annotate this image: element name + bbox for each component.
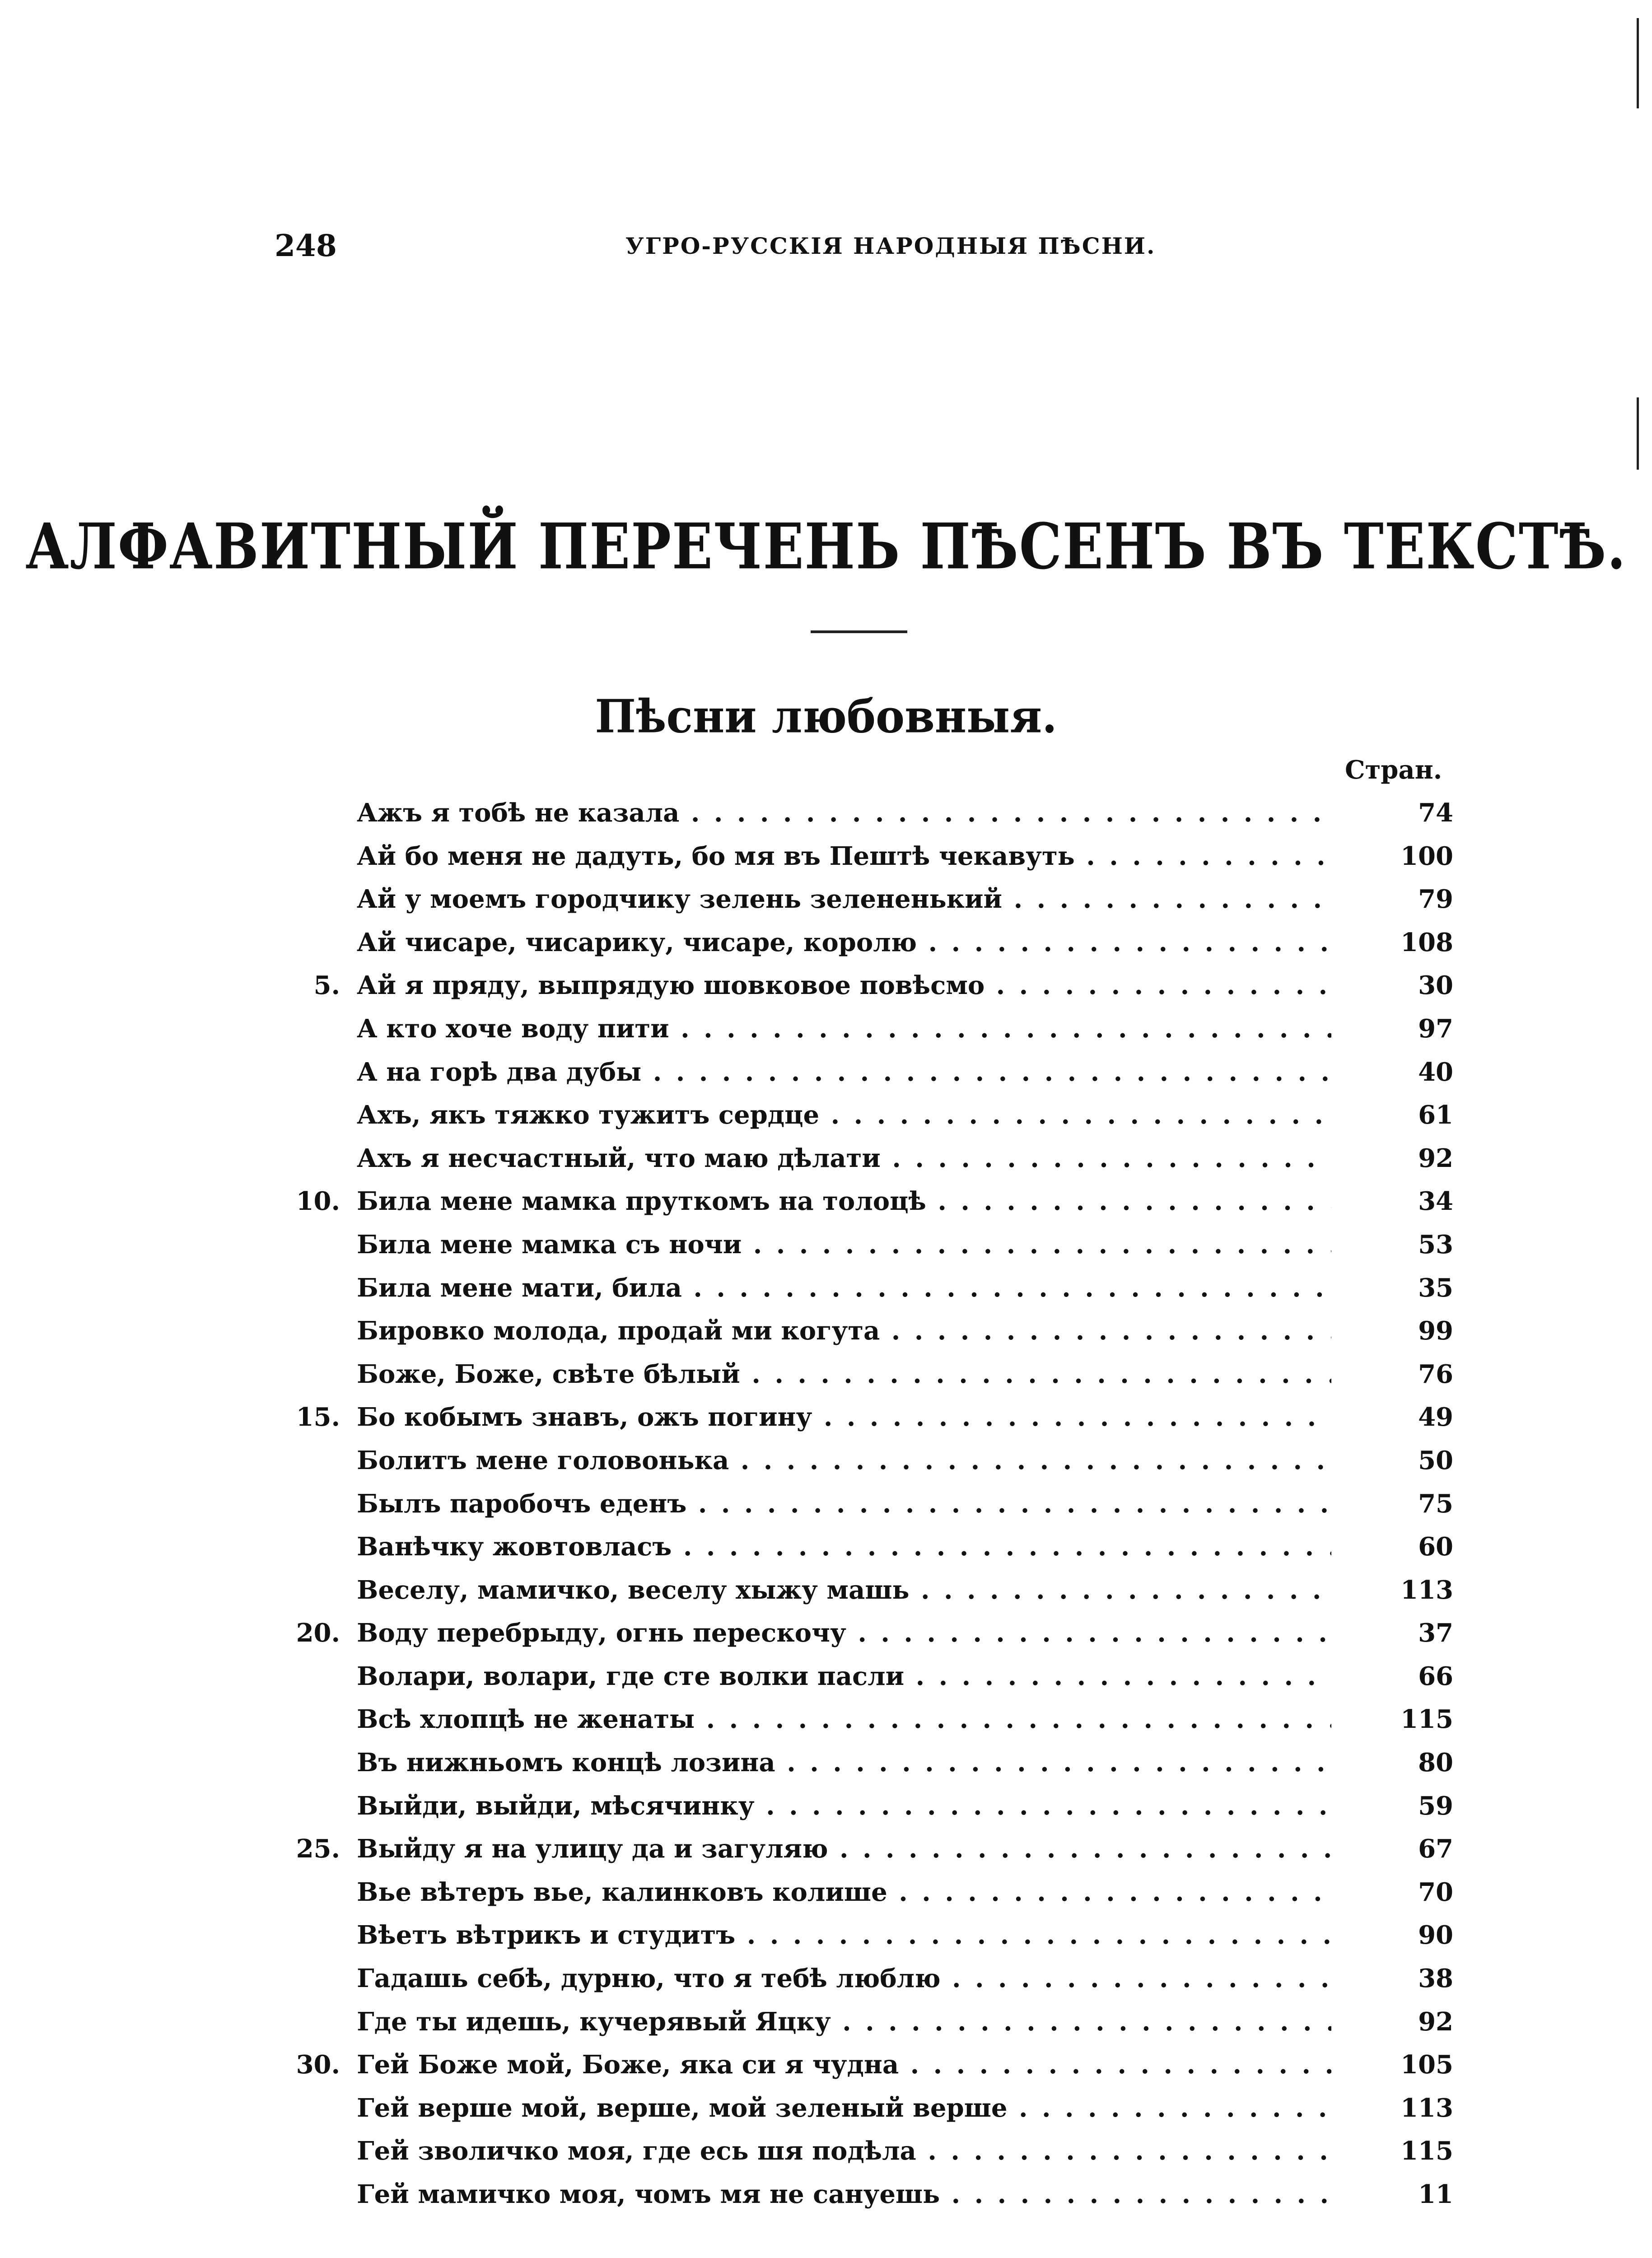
entry-page: 49 — [1340, 1401, 1453, 1433]
entry-page: 100 — [1340, 840, 1453, 872]
entry-title: Гей мамичко моя, чомъ мя не сануешь . . . — [357, 2178, 1331, 2211]
toc-entry — [0, 1185, 1652, 1228]
entry-title: Всѣ хлопцѣ не женаты . . . — [357, 1703, 1331, 1735]
entry-title: Гей зволичко моя, где есь шя подѣла . . . — [357, 2135, 1331, 2167]
entry-title: Ай я пряду, выпрядую шовковое повѣсмо . . . — [357, 969, 1331, 1002]
entry-title: Боже, Боже, свѣте бѣлый . . . — [357, 1358, 1331, 1390]
toc-entry — [0, 1315, 1652, 1358]
toc-entry — [0, 1962, 1652, 2006]
entry-title: Веселу, мамичко, веселу хыжу машь . . . — [357, 1574, 1331, 1606]
toc-entry — [0, 1530, 1652, 1574]
entry-page: 40 — [1340, 1056, 1453, 1088]
edge-mark — [1637, 18, 1639, 108]
entry-page: 105 — [1340, 2048, 1453, 2081]
toc-entry — [0, 1919, 1652, 1962]
toc-entry — [0, 1142, 1652, 1185]
toc-entry — [0, 1574, 1652, 1617]
toc-entry — [0, 1012, 1652, 1056]
toc-entry — [0, 797, 1652, 840]
page-title: АЛФАВИТНЫЙ ПЕРЕЧЕНЬ ПѢСЕНЪ ВЪ ТЕКСТѢ. — [25, 509, 1627, 583]
entry-title: Ажъ я тобѣ не казала . . . — [357, 797, 1331, 829]
entry-page: 75 — [1340, 1488, 1453, 1520]
entry-title: Ай у моемъ городчику зелень зелененький . . . — [357, 883, 1331, 915]
entry-page: 30 — [1340, 969, 1453, 1002]
entry-title: Ахъ, якъ тяжко тужитъ сердце . . . — [357, 1099, 1331, 1131]
entry-title: А кто хоче воду пити . . . — [357, 1012, 1331, 1045]
entry-page: 97 — [1340, 1012, 1453, 1045]
entry-title: Болитъ мене головонька . . . — [357, 1444, 1331, 1477]
entry-page: 50 — [1340, 1444, 1453, 1477]
entry-number: 5. — [313, 970, 340, 1001]
entry-page: 79 — [1340, 883, 1453, 915]
entry-page: 34 — [1340, 1185, 1453, 1218]
entry-number: 10. — [296, 1186, 340, 1217]
entry-page: 53 — [1340, 1228, 1453, 1261]
entry-title: Вѣетъ вѣтрикъ и студитъ . . . — [357, 1919, 1331, 1951]
toc-entry — [0, 2178, 1652, 2221]
entry-title: Выйди, выйди, мѣсячинку . . . — [357, 1790, 1331, 1822]
entry-page: 113 — [1340, 2092, 1453, 2124]
toc-entry — [0, 1660, 1652, 1703]
toc-entry — [0, 840, 1652, 883]
entry-title: Ванѣчку жовтовласъ . . . — [357, 1530, 1331, 1563]
entry-page: 61 — [1340, 1099, 1453, 1131]
toc-entry — [0, 1876, 1652, 1919]
entry-title: Ай бо меня не дадуть, бо мя въ Пештѣ чекавуть . . . — [357, 840, 1331, 872]
entry-title: Била мене мамка съ ночи . . . — [357, 1228, 1331, 1261]
toc-entry — [0, 1099, 1652, 1142]
page-column-label: Стран. — [1345, 755, 1442, 785]
entry-title: Гадашь себѣ, дурню, что я тебѣ люблю . . . — [357, 1962, 1331, 1995]
section-title: Пѣсни любовныя. — [595, 690, 1057, 743]
toc-entry — [0, 2092, 1652, 2135]
toc-entry — [0, 1790, 1652, 1833]
toc-entry — [0, 1272, 1652, 1315]
entry-number: 20. — [296, 1618, 340, 1648]
entry-title: А на горѣ два дубы . . . — [357, 1056, 1331, 1088]
toc-entry — [0, 1617, 1652, 1660]
entry-page: 74 — [1340, 797, 1453, 829]
entry-page: 92 — [1340, 1142, 1453, 1175]
entry-page: 59 — [1340, 1790, 1453, 1822]
entry-page: 76 — [1340, 1358, 1453, 1390]
entry-page: 38 — [1340, 1962, 1453, 1995]
toc-entry — [0, 969, 1652, 1012]
entry-number: 25. — [296, 1834, 340, 1864]
entry-page: 35 — [1340, 1272, 1453, 1304]
entry-title: Била мене мамка пруткомъ на толоцѣ . . . — [357, 1185, 1331, 1218]
title-rule — [811, 630, 907, 633]
entry-page: 80 — [1340, 1746, 1453, 1779]
toc-list — [0, 797, 1652, 2221]
entry-number: 30. — [296, 2050, 340, 2080]
entry-page: 60 — [1340, 1530, 1453, 1563]
toc-entry — [0, 2006, 1652, 2049]
toc-entry — [0, 1703, 1652, 1746]
entry-title: Воду перебрыду, огнь перескочу . . . — [357, 1617, 1331, 1649]
entry-title: Ай чисаре, чисарику, чисаре, королю . . . — [357, 926, 1331, 959]
entry-title: Бировко молода, продай ми когута . . . — [357, 1315, 1331, 1347]
entry-title: Ахъ я несчастный, что маю дѣлати . . . — [357, 1142, 1331, 1175]
toc-entry — [0, 1228, 1652, 1272]
entry-page: 99 — [1340, 1315, 1453, 1347]
toc-entry — [0, 1358, 1652, 1401]
entry-page: 113 — [1340, 1574, 1453, 1606]
toc-entry — [0, 1746, 1652, 1790]
entry-title: Вье вѣтеръ вье, калинковъ колише . . . — [357, 1876, 1331, 1908]
toc-entry — [0, 1444, 1652, 1488]
entry-title: Гей Боже мой, Боже, яка си я чудна . . . — [357, 2048, 1331, 2081]
entry-title: Въ нижньомъ концѣ лозина . . . — [357, 1746, 1331, 1779]
entry-page: 11 — [1340, 2178, 1453, 2211]
entry-page: 70 — [1340, 1876, 1453, 1908]
toc-entry — [0, 1833, 1652, 1876]
toc-entry — [0, 2048, 1652, 2092]
entry-page: 66 — [1340, 1660, 1453, 1693]
entry-title: Где ты идешь, кучерявый Яцку . . . — [357, 2006, 1331, 2038]
entry-page: 115 — [1340, 1703, 1453, 1735]
entry-page: 90 — [1340, 1919, 1453, 1951]
entry-number: 15. — [296, 1402, 340, 1432]
toc-entry — [0, 1488, 1652, 1531]
running-title: УГРО-РУССКІЯ НАРОДНЫЯ ПѢСНИ. — [625, 233, 1156, 259]
entry-page: 108 — [1340, 926, 1453, 959]
edge-mark — [1637, 397, 1639, 470]
entry-title: Выйду я на улицу да и загуляю . . . — [357, 1833, 1331, 1865]
entry-title: Волари, волари, где сте волки пасли . . . — [357, 1660, 1331, 1693]
page-number: 248 — [275, 228, 337, 263]
entry-page: 92 — [1340, 2006, 1453, 2038]
entry-title: Била мене мати, била . . . — [357, 1272, 1331, 1304]
entry-title: Гей верше мой, верше, мой зеленый верше . . . — [357, 2092, 1331, 2124]
toc-entry — [0, 1056, 1652, 1099]
toc-entry — [0, 926, 1652, 970]
entry-page: 115 — [1340, 2135, 1453, 2167]
toc-entry — [0, 1401, 1652, 1444]
toc-entry — [0, 2135, 1652, 2178]
entry-title: Бо кобымъ знавъ, ожъ погину . . . — [357, 1401, 1331, 1433]
entry-page: 67 — [1340, 1833, 1453, 1865]
entry-title: Былъ паробочъ еденъ . . . — [357, 1488, 1331, 1520]
toc-entry — [0, 883, 1652, 926]
entry-page: 37 — [1340, 1617, 1453, 1649]
